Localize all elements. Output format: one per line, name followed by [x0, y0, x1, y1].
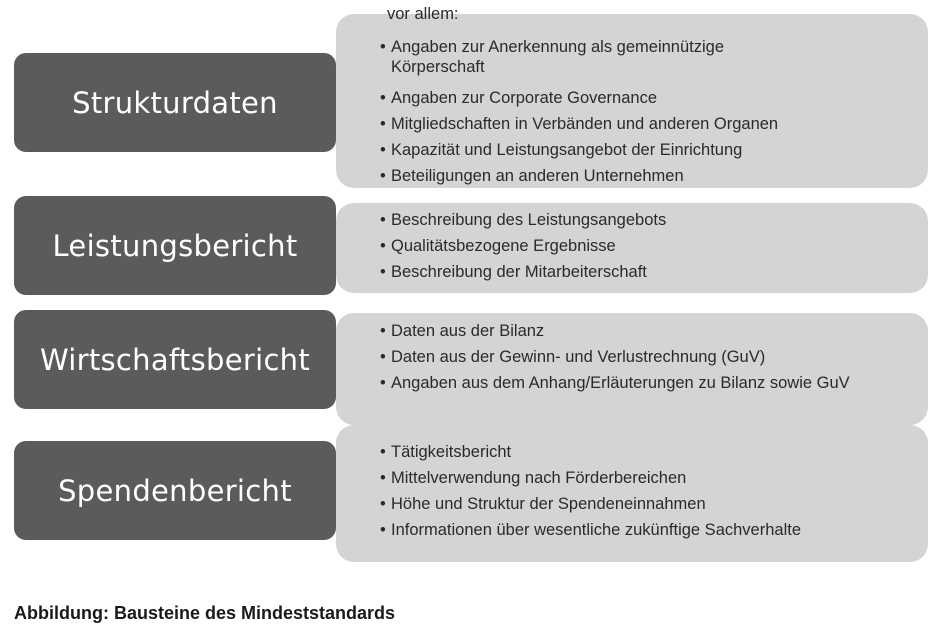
list-item: • Tätigkeitsbericht [380, 443, 512, 461]
list-item: • Beteiligungen an anderen Unternehmen [380, 167, 684, 185]
list-item: • Angaben aus dem Anhang/Erläuterungen zu Bilanz sowie GuV [380, 374, 850, 392]
list-item: • Mitgliedschaften in Verbänden und anderen Organen [380, 115, 779, 133]
wirtschaftsbericht-label: Wirtschaftsbericht [14, 310, 336, 409]
spendenbericht-list [380, 439, 920, 543]
strukturdaten-intro: vor allem: [387, 5, 459, 23]
leistungsbericht-list [380, 207, 920, 285]
list-item: • Daten aus der Bilanz [380, 322, 545, 340]
list-item: • Informationen über wesentliche zukünftige Sachverhalte [380, 521, 801, 539]
list-item: • Angaben zur Corporate Governance [380, 89, 657, 107]
list-item: • Angaben zur Anerkennung als gemeinnützige Körperschaft [380, 38, 724, 76]
leistungsbericht-label: Leistungsbericht [14, 196, 336, 295]
list-item: • Qualitätsbezogene Ergebnisse [380, 237, 616, 255]
list-item: • Kapazität und Leistungsangebot der Einrichtung [380, 141, 743, 159]
list-item: • Beschreibung der Mitarbeiterschaft [380, 263, 647, 281]
list-item: • Daten aus der Gewinn- und Verlustrechnung (GuV) [380, 348, 766, 366]
strukturdaten-label: Strukturdaten [14, 53, 336, 152]
spendenbericht-label: Spendenbericht [14, 441, 336, 540]
list-item: • Höhe und Struktur der Spendeneinnahmen [380, 495, 706, 513]
wirtschaftsbericht-list [380, 318, 880, 393]
figure-caption: Abbildung: Bausteine des Mindeststandards [14, 603, 396, 623]
strukturdaten-list [380, 37, 800, 189]
list-item: • Beschreibung des Leistungsangebots [380, 211, 667, 229]
list-item: • Mittelverwendung nach Förderbereichen [380, 469, 687, 487]
